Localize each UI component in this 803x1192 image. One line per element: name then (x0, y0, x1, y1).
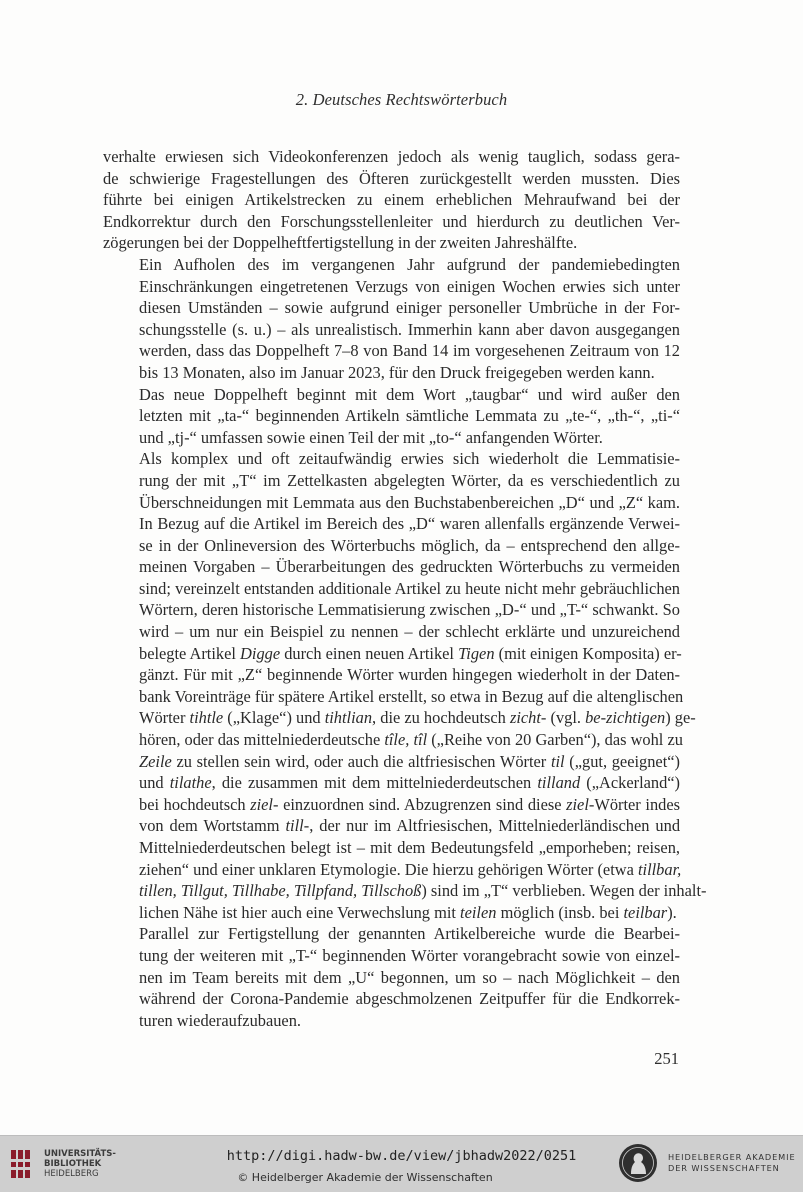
text-line: ziehen“ und einer unklaren Etymologie. Die hierzu gehörigen Wörter (etwa tillbar, (139, 859, 682, 879)
text-line: turen wiederaufzubauen. (139, 1010, 302, 1030)
library-logo-line: BIBLIOTHEK (44, 1159, 102, 1169)
text-line: se in der Onlineversion des Wörterbuchs möglich, da – entsprechend den allge- (139, 535, 680, 555)
text-line: werden, dass das Doppelheft 7–8 von Band 14 im vorgesehenen Zeitraum von 12 (139, 341, 680, 361)
text-line: Ein Aufholen des im vergangenen Jahr aufgrund der pandemiebedingten (139, 254, 680, 274)
academy-logo-text (668, 1152, 796, 1174)
academy-logo-line: HEIDELBERGER AKADEMIE (668, 1152, 796, 1162)
text-line: Endkorrektur durch den Forschungsstellenleiter und hierdurch zu deutlichen Ver- (103, 211, 680, 231)
text-line: belegte Artikel Digge durch einen neuen Artikel Tigen (mit einigen Komposita) er- (139, 643, 682, 663)
text-line: Überschneidungen mit Lemmata aus den Buchstabenbereichen „D“ und „Z“ kam. (139, 492, 680, 512)
text-line: tung der weiteren mit „T-“ beginnenden Wörter vorangebracht sowie von einzel- (139, 945, 680, 965)
library-logo-line: HEIDELBERG (44, 1169, 99, 1179)
text-line: In Bezug auf die Artikel im Bereich des „D“ waren allenfalls ergänzende Verwei- (139, 514, 680, 534)
text-line: zögerungen bei der Doppelheftfertigstellung in der zweiten Jahreshälfte. (103, 233, 578, 253)
text-line: diesen Umständen – sowie aufgrund einiger personeller Umbrüche in der For- (139, 298, 680, 318)
copyright-notice: © Heidelberger Akademie der Wissenschaften (237, 1171, 493, 1184)
viewer-footer (0, 1135, 803, 1192)
text-line: meinen Vorgaben – Überarbeitungen des gedruckten Wörterbuchs zu vermeiden (139, 557, 680, 577)
text-line: Mittelniederdeutschen belegt ist – mit dem Bedeutungsfeld „emporheben; reisen, (139, 838, 680, 857)
library-logo-line: UNIVERSITÄTS- (44, 1149, 116, 1159)
paragraph (103, 384, 680, 449)
text-line: Parallel zur Fertigstellung der genannten Artikelbereiche wurde die Bearbei- (139, 924, 680, 944)
text-line: de schwierige Fragestellungen des Öfteren zurückgestellt werden mussten. Dies (103, 168, 680, 188)
text-line: während der Corona-Pandemie abgeschmolzenen Zeitpuffer für die Endkorrek- (139, 989, 680, 1009)
text-line: Das neue Doppelheft beginnt mit dem Wort „taugbar“ und wird außer den (139, 384, 680, 404)
text-line: gänzt. Für mit „Z“ beginnende Wörter wurden hingegen wiederholt in der Daten- (139, 665, 680, 685)
text-line: bei hochdeutsch ziel- einzuordnen sind. Abzugrenzen sind diese ziel-Wörter indes (139, 794, 680, 814)
text-line: sind; vereinzelt entstanden additionale Artikel zu heute nicht mehr gebräuchlichen (139, 578, 680, 598)
text-line: lichen Nähe ist hier auch eine Verwechslung mit teilen möglich (insb. bei teilbar). (139, 902, 677, 922)
paragraph (103, 146, 680, 254)
text-line: Wörtern, deren historische Lemmatisierung zwischen „D-“ und „T-“ schwankt. So (139, 600, 680, 620)
text-line: rung der mit „T“ im Zettelkasten abgelegten Wörter, da es verschiedentlich zu (139, 470, 680, 490)
text-line: Zeile zu stellen sein wird, oder auch die altfriesischen Wörter til („gut, geeignet“) (139, 751, 680, 771)
permalink-url[interactable]: http://digi.hadw-bw.de/view/jbhadw2022/0251 (226, 1148, 577, 1164)
text-line: Einschränkungen eingetretenen Verzugs von einigen Wochen erwies sich unter (139, 276, 680, 296)
paragraph (103, 448, 707, 923)
text-line: tillen, Tillgut, Tillhabe, Tillpfand, Tillschoß) sind im „T“ verblieben. Wegen der inhalt- (139, 881, 707, 901)
paragraph (103, 254, 680, 384)
text-line: und „tj-“ umfassen sowie einen Teil der mit „to-“ anfangenden Wörter. (139, 427, 603, 447)
text-line: von dem Wortstamm till-, der nur im Altfriesischen, Mittelniederländischen und (139, 816, 681, 836)
text-line: hören, oder das mittelniederdeutsche tîle, tîl („Reihe von 20 Garben“), das wohl zu (139, 730, 683, 750)
text-line: letzten mit „ta-“ beginnenden Artikeln sämtliche Lemmata zu „te-“, „th-“, „ti-“ (139, 406, 680, 426)
text-line: bis 13 Monaten, also im Januar 2023, für den Druck freigegeben werden kann. (139, 362, 655, 382)
academy-logo[interactable] (618, 1142, 798, 1186)
text-line: nen im Team bereits mit dem „U“ begonnen, um so – nach Möglichkeit – den (139, 967, 680, 987)
academy-seal-icon (618, 1143, 658, 1183)
text-line: Als komplex und oft zeitaufwändig erwies sich wiederholt die Lemmatisie- (139, 449, 680, 469)
text-line: führte bei einigen Artikelstrecken zu einem erheblichen Mehraufwand bei der (103, 190, 680, 210)
text-line: wird – um nur ein Beispiel zu nennen – der schlecht erklärte und unzureichend (139, 622, 680, 642)
body-text (103, 146, 707, 1031)
paragraph (103, 923, 680, 1031)
text-line: und tilathe, die zusammen mit dem mittelniederdeutschen tilland („Ackerland“) (139, 773, 681, 793)
text-line: bank Voreinträge für spätere Artikel erstellt, so etwa in Bezug auf die altenglischen (139, 686, 684, 706)
running-head: 2. Deutsches Rechtswörterbuch (295, 90, 508, 109)
academy-logo-line: DER WISSENSCHAFTEN (668, 1163, 780, 1173)
text-line: Wörter tihtle („Klage“) und tihtlian, die zu hochdeutsch zicht- (vgl. be-zichtigen) ge- (139, 708, 696, 728)
text-line: verhalte erwiesen sich Videokonferenzen jedoch als wenig tauglich, sodass gera- (103, 147, 680, 166)
page-number: 251 (654, 1049, 679, 1068)
text-line: schungsstelle (s. u.) – als unrealistisch. Immerhin kann aber davon ausgegangen (139, 319, 680, 339)
